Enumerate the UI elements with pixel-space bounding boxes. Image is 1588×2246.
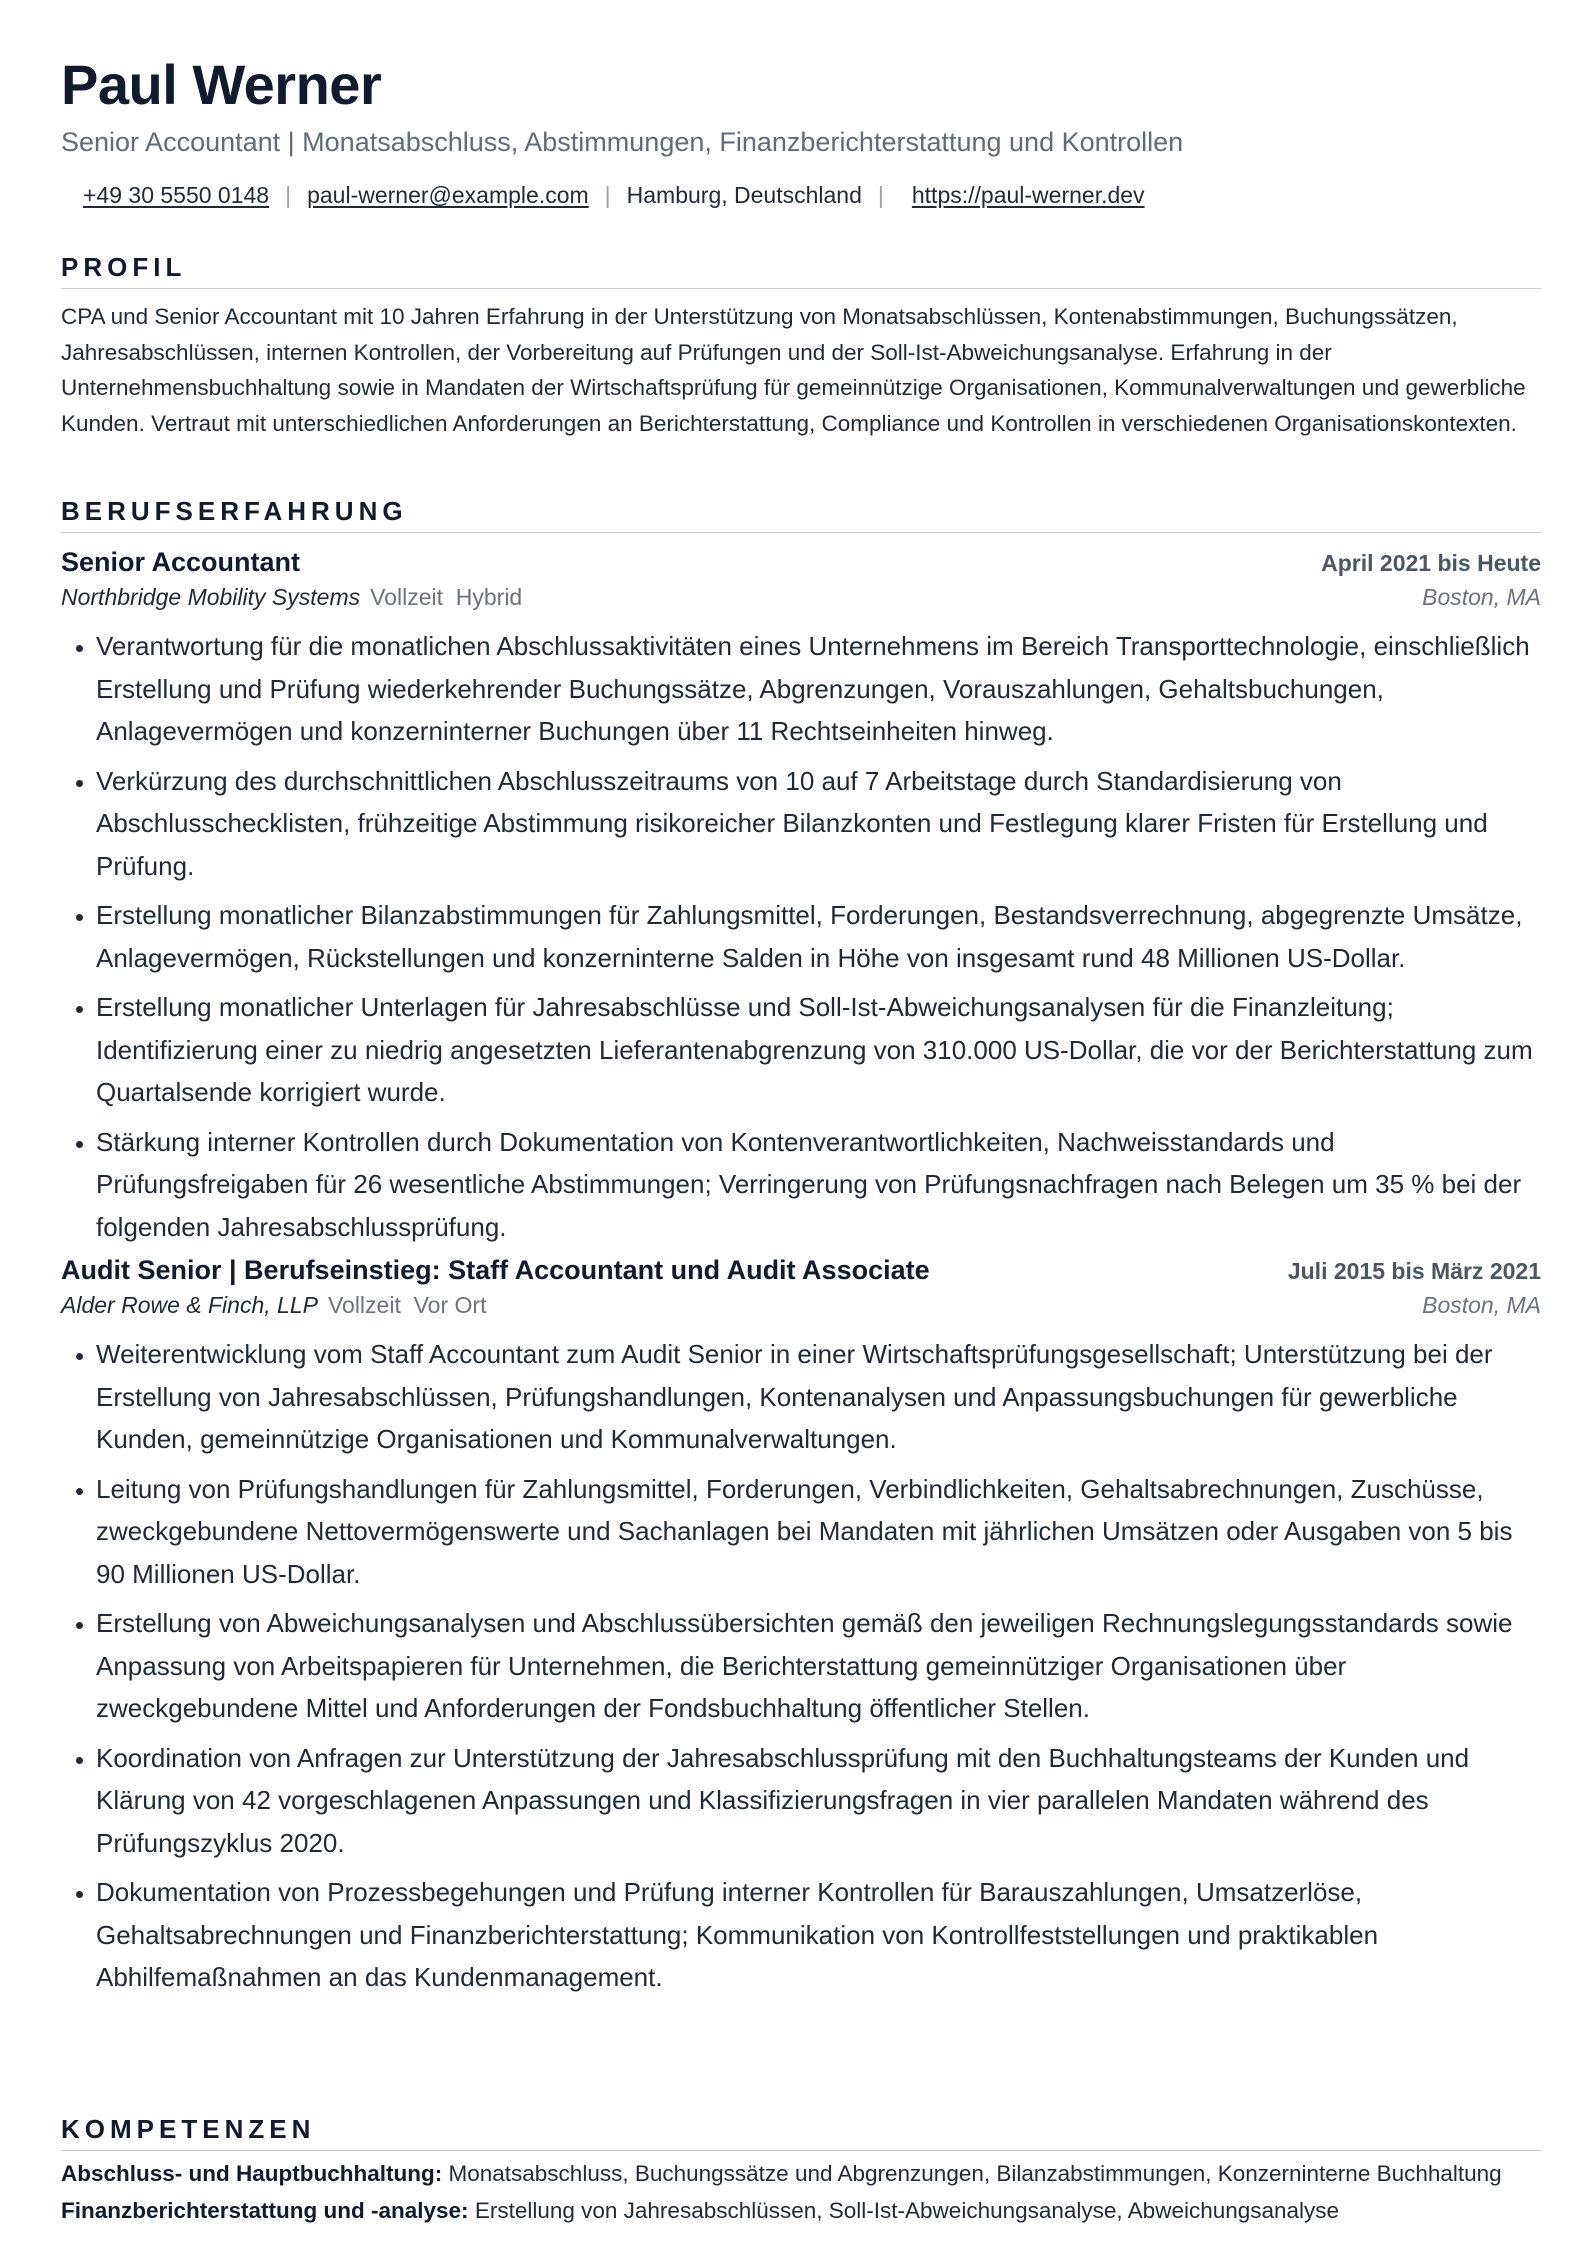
job-bullets	[61, 625, 1541, 1248]
list-item: • Dokumentation von Prozessbegehungen und Prüfung interner Kontrollen für Barauszahlungen, Umsatzerlöse, Gehaltsabrechnungen und Finanzberichterstattung; Kommunikation von Kontrollfeststellungen und praktikablen Abhilfemaßnahmen an das Kundenmanagement.	[96, 1871, 1541, 1999]
job-bullets	[61, 1333, 1541, 1999]
phone-link[interactable]: +49 30 5550 0148	[83, 182, 270, 208]
job-title: Senior Accountant	[61, 547, 301, 577]
skill-label: Finanzberichterstattung und -analyse:	[61, 2198, 469, 2223]
list-item: • Koordination von Anfragen zur Unterstützung der Jahresabschlussprüfung mit den Buchhaltungsteams der Kunden und Klärung von 42 vorgeschlagenen Anpassungen und Klassifizierungsfragen in vier parallelen Mandaten während des Prüfungszyklus 2020.	[96, 1737, 1541, 1865]
job-entry	[61, 547, 1541, 1248]
resume-header	[61, 52, 1541, 210]
skill-label: Abschluss- und Hauptbuchhaltung:	[61, 2161, 443, 2186]
contact-separator: |	[877, 182, 884, 208]
job-meta: Vollzeit Vor Ort	[327, 1292, 487, 1318]
skill-row	[61, 2196, 1541, 2225]
contact-separator: |	[285, 182, 292, 208]
job-entry	[61, 1255, 1541, 1999]
list-item: • Weiterentwicklung vom Staff Accountant zum Audit Senior in einer Wirtschaftsprüfungsgesellschaft; Unterstützung bei der Erstellung von Jahresabschlüssen, Prüfungshandlungen, Kontenanalysen und Anpassungsbuchungen für gewerbliche Kunden, gemeinnützige Organisationen und Kommunalverwaltungen.	[96, 1333, 1541, 1461]
contact-separator: |	[604, 182, 611, 208]
job-title: Audit Senior | Berufseinstieg: Staff Accountant und Audit Associate	[61, 1255, 930, 1285]
list-item: • Leitung von Prüfungshandlungen für Zahlungsmittel, Forderungen, Verbindlichkeiten, Gehaltsabrechnungen, Zuschüsse, zweckgebundene Nettovermögenswerte und Sachanlagen bei Mandaten mit jährlichen Umsätzen oder Ausgaben von 5 bis 90 Millionen US-Dollar.	[96, 1468, 1541, 1596]
list-item: • Erstellung monatlicher Unterlagen für Jahresabschlüsse und Soll-Ist-Abweichungsanalysen für die Finanzleitung; Identifizierung einer zu niedrig angesetzten Lieferantenabgrenzung von 310.000 US-Dollar, die vor der Berichterstattung zum Quartalsende korrigiert wurde.	[96, 986, 1541, 1114]
company-name: Alder Rowe & Finch, LLP	[61, 1292, 318, 1318]
profile-section	[61, 252, 1541, 441]
profile-summary: CPA und Senior Accountant mit 10 Jahren Erfahrung in der Unterstützung von Monatsabschlüssen, Kontenabstimmungen, Buchungssätzen, Jahresabschlüssen, internen Kontrollen, der Vorbereitung auf Prüfungen und der Soll-Ist-Abweichungsanalyse. Erfahrung in der Unternehmensbuchhaltung sowie in Mandaten der Wirtschaftsprüfung für gemeinnützige Organisationen, Kommunalverwaltungen und gewerbliche Kunden. Vertraut mit unterschiedlichen Anforderungen an Berichterstattung, Compliance und Kontrollen in verschiedenen Organisationskontexten.	[61, 304, 1526, 436]
website-link[interactable]: https://paul-werner.dev	[911, 182, 1145, 208]
list-item: • Stärkung interner Kontrollen durch Dokumentation von Kontenverantwortlichkeiten, Nachweisstandards und Prüfungsfreigaben für 26 wesentliche Abstimmungen; Verringerung von Prüfungsnachfragen nach Belegen um 35 % bei der folgenden Jahresabschlussprüfung.	[96, 1121, 1541, 1249]
section-title-skills: KOMPETENZEN	[61, 2114, 1541, 2151]
skills-section	[61, 2114, 1541, 2225]
candidate-headline: Senior Accountant | Monatsabschluss, Abstimmungen, Finanzberichterstattung und Kontrollen	[61, 127, 1184, 157]
section-title-profile: PROFIL	[61, 252, 1541, 289]
experience-section	[61, 496, 1541, 2006]
job-location: Boston, MA	[1422, 1292, 1541, 1318]
location-text: Hamburg, Deutschland	[626, 182, 862, 208]
job-dates: April 2021 bis Heute	[1321, 550, 1541, 576]
list-item: • Verkürzung des durchschnittlichen Abschlusszeitraums von 10 auf 7 Arbeitstage durch Standardisierung von Abschlusschecklisten, frühzeitige Abstimmung risikoreicher Bilanzkonten und Festlegung klarer Fristen für Erstellung und Prüfung.	[96, 760, 1541, 888]
job-dates: Juli 2015 bis März 2021	[1287, 1258, 1541, 1284]
skill-text: Erstellung von Jahresabschlüssen, Soll-Ist-Abweichungsanalyse, Abweichungsanalyse	[474, 2198, 1340, 2223]
job-meta: Vollzeit Hybrid	[370, 584, 523, 610]
company-name: Northbridge Mobility Systems	[61, 584, 361, 610]
job-location: Boston, MA	[1422, 584, 1541, 610]
list-item: • Verantwortung für die monatlichen Abschlussaktivitäten eines Unternehmens im Bereich Transporttechnologie, einschließlich Erstellung und Prüfung wiederkehrender Buchungssätze, Abgrenzungen, Vorauszahlungen, Gehaltsbuchungen, Anlagevermögen und konzerninterner Buchungen über 11 Rechtseinheiten hinweg.	[96, 625, 1541, 753]
list-item: • Erstellung monatlicher Bilanzabstimmungen für Zahlungsmittel, Forderungen, Bestandsverrechnung, abgegrenzte Umsätze, Anlagevermögen, Rückstellungen und konzerninterne Salden in Höhe von insgesamt rund 48 Millionen US-Dollar.	[96, 894, 1541, 979]
skill-text: Monatsabschluss, Buchungssätze und Abgrenzungen, Bilanzabstimmungen, Konzerninterne Buchhaltung	[448, 2161, 1502, 2186]
list-item: • Erstellung von Abweichungsanalysen und Abschlussübersichten gemäß den jeweiligen Rechnungslegungsstandards sowie Anpassung von Arbeitspapieren für Unternehmen, die Berichterstattung gemeinnütziger Organisationen über zweckgebundene Mittel und Anforderungen der Fondsbuchhaltung öffentlicher Stellen.	[96, 1602, 1541, 1730]
contact-line	[61, 180, 1541, 210]
skill-row	[61, 2159, 1541, 2188]
email-link[interactable]: paul-werner@example.com	[307, 182, 589, 208]
section-title-experience: BERUFSERFAHRUNG	[61, 496, 1541, 533]
candidate-name: Paul Werner	[61, 53, 382, 116]
